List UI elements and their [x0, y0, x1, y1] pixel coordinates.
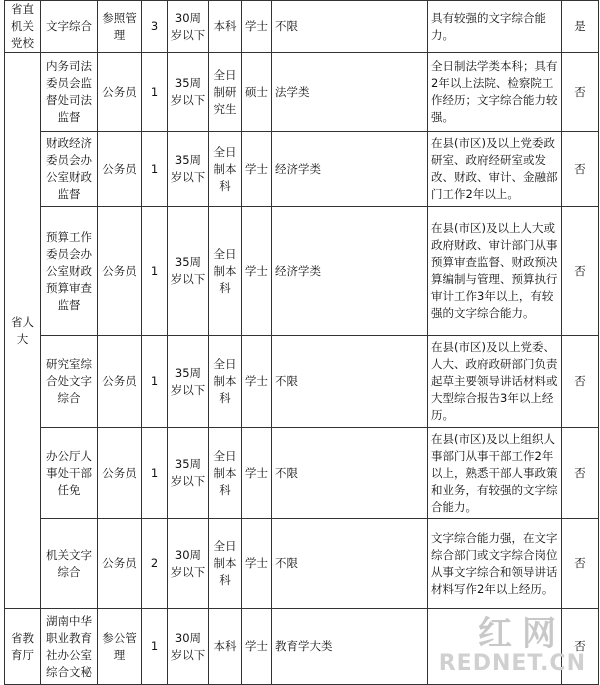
age-cell: 30周岁以下 [168, 1, 209, 53]
requirement-cell: 在县(市区)及以上组织人事部门从事干部工作2年以上，熟悉干部人事政策和业务，有较强的文字综合能力。 [428, 428, 562, 519]
job-table [4, 0, 599, 685]
major-cell: 不限 [272, 1, 428, 53]
major-cell: 法学类 [272, 53, 428, 132]
edu-cell: 全日制本科 [209, 336, 242, 428]
position-cell: 机关文字综合 [41, 519, 98, 609]
watermark-brand-cn: 红网 [478, 614, 566, 654]
count-cell: 2 [142, 519, 168, 609]
position-cell: 研究室综合处文字综合 [41, 336, 98, 428]
age-cell: 30周岁以下 [168, 609, 209, 685]
watermark-brand-latin: REDNET.CN [438, 651, 586, 676]
major-cell: 经济学类 [272, 207, 428, 336]
count-cell: 3 [142, 1, 168, 53]
type-cell: 公务员 [98, 53, 142, 132]
requirement-cell: 在县(市区)及以上党委、人大、政府政研部门负责起草主要领导讲话材料或大型综合报告3年以上经历。 [428, 336, 562, 428]
degree-cell: 学士 [242, 609, 272, 685]
type-cell: 公务员 [98, 207, 142, 336]
edu-cell: 全日制本科 [209, 132, 242, 207]
dept-cell: 省直机关党校 [5, 1, 41, 53]
table-row [5, 336, 599, 428]
edu-cell: 本科 [209, 609, 242, 685]
requirement-cell: 在县(市区)及以上人大或政府财政、审计部门从事预算审查监督、财政预决算编制与管理、预算执行审计工作3年以上，有较强的文字综合能力。 [428, 207, 562, 336]
count-cell: 1 [142, 428, 168, 519]
age-cell: 35周岁以下 [168, 132, 209, 207]
type-cell: 参照管理 [98, 1, 142, 53]
exam-cell: 是 [562, 1, 599, 53]
table-row [5, 428, 599, 519]
count-cell: 1 [142, 207, 168, 336]
position-cell: 财政经济委员会办公室财政监督 [41, 132, 98, 207]
edu-cell: 全日制本科 [209, 428, 242, 519]
count-cell: 1 [142, 336, 168, 428]
major-cell: 经济学类 [272, 132, 428, 207]
major-cell: 教育学大类 [272, 609, 428, 685]
position-cell: 办公厅人事处干部任免 [41, 428, 98, 519]
count-cell: 1 [142, 609, 168, 685]
age-cell: 35周岁以下 [168, 428, 209, 519]
type-cell: 公务员 [98, 428, 142, 519]
exam-cell: 否 [562, 53, 599, 132]
type-cell: 公务员 [98, 132, 142, 207]
dept-cell: 省教育厅 [5, 609, 41, 685]
degree-cell: 学士 [242, 207, 272, 336]
exam-cell: 否 [562, 132, 599, 207]
type-cell: 参公管理 [98, 609, 142, 685]
rednet-watermark-logo [438, 606, 586, 678]
degree-cell: 学士 [242, 132, 272, 207]
position-cell: 内务司法委员会监督处司法监督 [41, 53, 98, 132]
exam-cell: 否 [562, 428, 599, 519]
edu-cell: 全日制本科 [209, 519, 242, 609]
position-cell: 文字综合 [41, 1, 98, 53]
major-cell: 不限 [272, 336, 428, 428]
dept-cell: 省人大 [5, 53, 41, 609]
table-row [5, 132, 599, 207]
type-cell: 公务员 [98, 336, 142, 428]
age-cell: 35周岁以下 [168, 207, 209, 336]
degree-cell: 学士 [242, 519, 272, 609]
edu-cell: 全日制本科 [209, 207, 242, 336]
major-cell: 不限 [272, 428, 428, 519]
table-row [5, 519, 599, 609]
table-row [5, 207, 599, 336]
age-cell: 35周岁以下 [168, 53, 209, 132]
age-cell: 30周岁以下 [168, 519, 209, 609]
edu-cell: 全日制研究生 [209, 53, 242, 132]
requirement-cell: 在县(市区)及以上党委政研室、政府经研室或发改、财政、审计、金融部门工作2年以上。 [428, 132, 562, 207]
edu-cell: 本科 [209, 1, 242, 53]
major-cell: 不限 [272, 519, 428, 609]
type-cell: 公务员 [98, 519, 142, 609]
exam-cell: 否 [562, 207, 599, 336]
degree-cell: 学士 [242, 1, 272, 53]
table-row [5, 53, 599, 132]
position-cell: 湖南中华职业教育社办公室综合文秘 [41, 609, 98, 685]
degree-cell: 硕士 [242, 53, 272, 132]
count-cell: 1 [142, 132, 168, 207]
table-row [5, 1, 599, 53]
position-cell: 预算工作委员会办公室财政预算审查监督 [41, 207, 98, 336]
exam-cell: 否 [562, 336, 599, 428]
exam-cell: 否 [562, 609, 599, 685]
requirement-cell: 全日制法学类本科；具有2年以上法院、检察院工作经历；文字综合能力较强。 [428, 53, 562, 132]
exam-cell: 否 [562, 519, 599, 609]
degree-cell: 学士 [242, 336, 272, 428]
requirement-cell: 文字综合能力强，在文字综合部门或文字综合岗位从事文字综合和领导讲话材料写作2年以上经历。 [428, 519, 562, 609]
age-cell: 35周岁以下 [168, 336, 209, 428]
degree-cell: 学士 [242, 428, 272, 519]
count-cell: 1 [142, 53, 168, 132]
requirement-cell: 具有较强的文字综合能力。 [428, 1, 562, 53]
